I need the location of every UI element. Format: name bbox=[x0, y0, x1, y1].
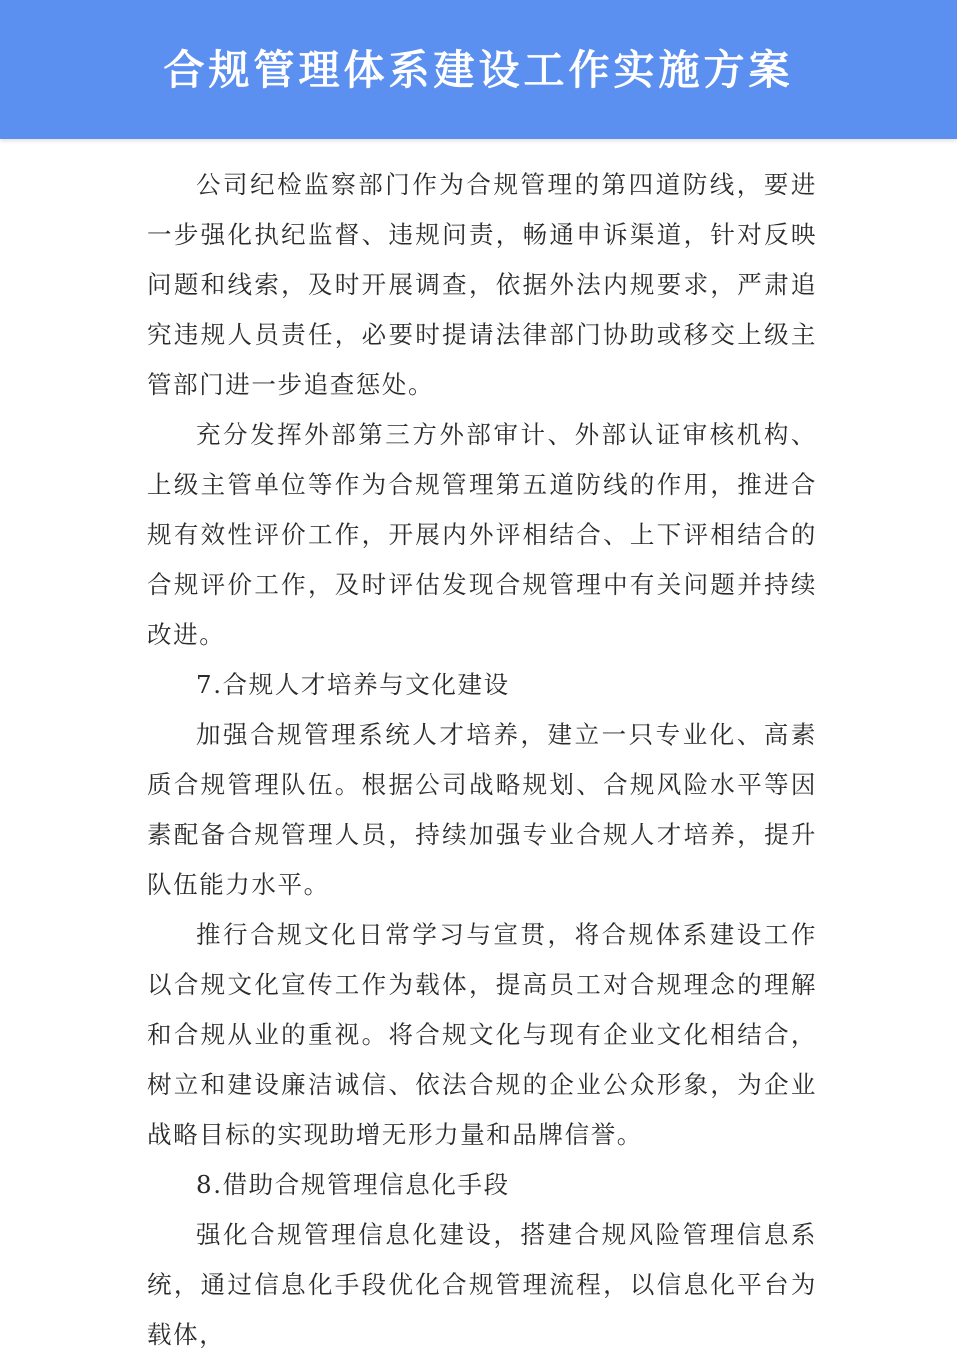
section-heading-informatization: 8.借助合规管理信息化手段 bbox=[196, 1170, 510, 1199]
paragraph-fourth-defense-line: 公司纪检监察部门作为合规管理的第四道防线，要进一步强化执纪监督、违规问责，畅通申诉渠道，针对反映问题和线索，及时开展调查，依据外法内规要求，严肃追究违规人员责任，必要时提请法律部门协助或移交上级主管部门进一步追查惩处。 bbox=[147, 170, 817, 399]
paragraph-compliance-culture: 推行合规文化日常学习与宣贯，将合规体系建设工作以合规文化宣传工作为载体，提高员工对合规理念的理解和合规从业的重视。将合规文化与现有企业文化相结合，树立和建设廉洁诚信、依法合规的企业公众形象，为企业战略目标的实现助增无形力量和品牌信誉。 bbox=[147, 920, 817, 1149]
title-banner bbox=[0, 0, 957, 139]
document-body bbox=[147, 160, 817, 1360]
section-heading-talent-culture: 7.合规人才培养与文化建设 bbox=[196, 670, 510, 699]
paragraph-informatization: 强化合规管理信息化建设，搭建合规风险管理信息系统，通过信息化手段优化合规管理流程，以信息化平台为载体， bbox=[147, 1220, 817, 1349]
page-title: 合规管理体系建设工作实施方案 bbox=[163, 46, 794, 94]
paragraph-fifth-defense-line: 充分发挥外部第三方外部审计、外部认证审核机构、上级主管单位等作为合规管理第五道防线的作用，推进合规有效性评价工作，开展内外评相结合、上下评相结合的合规评价工作，及时评估发现合规管理中有关问题并持续改进。 bbox=[147, 420, 817, 649]
paragraph-talent-training: 加强合规管理系统人才培养，建立一只专业化、高素质合规管理队伍。根据公司战略规划、合规风险水平等因素配备合规管理人员，持续加强专业合规人才培养，提升队伍能力水平。 bbox=[147, 720, 817, 899]
